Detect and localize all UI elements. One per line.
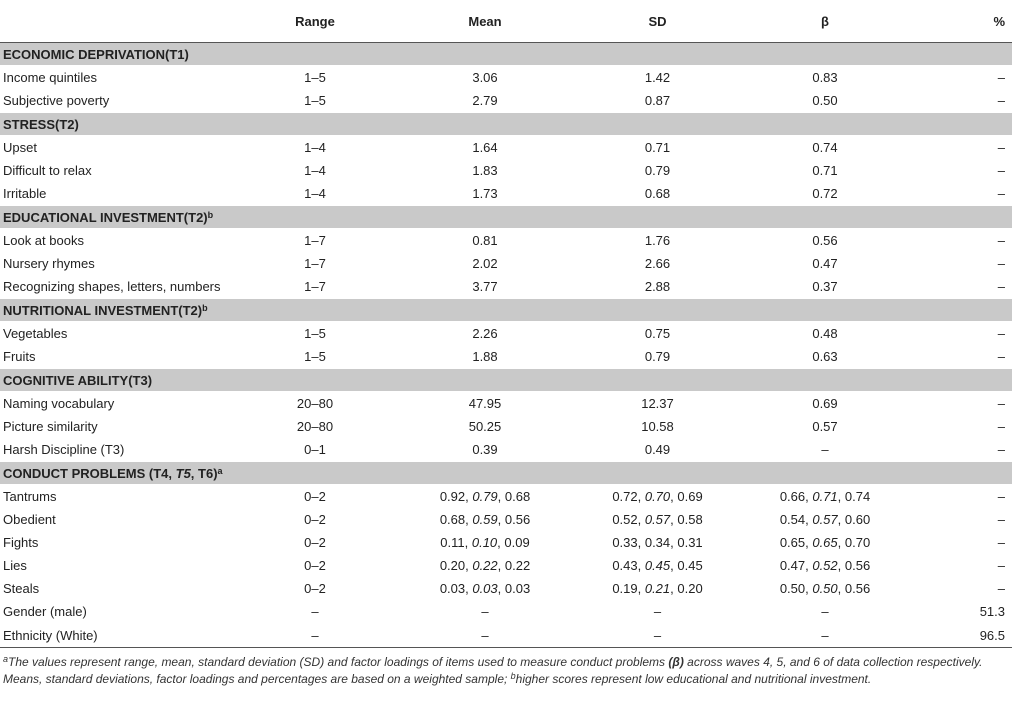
- beta-value-part: 0.52: [812, 558, 838, 573]
- beta-cell: [735, 66, 915, 90]
- beta-value-part: 0.50: [812, 581, 838, 596]
- sd-value-part: 0.70: [644, 489, 671, 504]
- beta-value-part: 0.50: [812, 93, 838, 108]
- mean-value-part: 0.39: [472, 442, 498, 457]
- mean-cell: [390, 275, 580, 299]
- sd-value-part: 0.57: [644, 512, 671, 527]
- mean-value-part: 0.03: [472, 581, 498, 596]
- beta-cell: [735, 275, 915, 299]
- beta-value-part: 0.71: [812, 489, 838, 504]
- range-cell: 1–7: [304, 233, 326, 248]
- table-row: [0, 275, 1012, 299]
- row-label: Gender (male): [3, 604, 87, 619]
- beta-value-part: 0.65: [812, 535, 838, 550]
- beta-value-part: 0.74: [812, 140, 838, 155]
- sd-cell: [580, 159, 735, 182]
- range-cell: 1–5: [304, 349, 326, 364]
- header-empty: [0, 0, 240, 43]
- mean-value-part: 2.26: [472, 326, 498, 341]
- section-header-row: [0, 206, 1012, 229]
- range-cell: 20–80: [296, 419, 334, 434]
- section-title-italic: T5: [175, 465, 191, 481]
- sd-cell: [580, 182, 735, 206]
- mean-cell: [390, 322, 580, 346]
- range-cell: 1–5: [304, 70, 326, 85]
- sd-value-part: 0.71: [644, 140, 671, 155]
- footnote-beta-ref: (β): [668, 655, 684, 669]
- mean-value-part: 3.77: [472, 279, 498, 294]
- sd-value-part: 0.45: [644, 558, 671, 573]
- sd-value-part: 0.52,: [612, 512, 645, 527]
- percent-cell: –: [997, 186, 1005, 201]
- sd-value-part: –: [653, 604, 662, 619]
- beta-cell: [735, 322, 915, 346]
- percent-cell: –: [997, 396, 1005, 411]
- table-row: [0, 392, 1012, 416]
- row-label: Income quintiles: [3, 70, 97, 85]
- row-label: Tantrums: [3, 489, 57, 504]
- section-header-row: [0, 369, 1012, 392]
- beta-value-part: 0.47: [812, 256, 838, 271]
- mean-cell: [390, 508, 580, 531]
- sd-value-part: 2.66: [644, 256, 671, 271]
- section-title-text: EDUCATIONAL INVESTMENT(T2): [3, 209, 208, 225]
- mean-cell: [390, 485, 580, 509]
- row-label: Upset: [3, 140, 37, 155]
- beta-value-part: , 0.60: [837, 512, 871, 527]
- table-row: [0, 182, 1012, 206]
- sd-cell: [580, 345, 735, 369]
- range-cell: 0–1: [304, 442, 326, 457]
- section-title: [0, 462, 1012, 485]
- beta-cell: [735, 345, 915, 369]
- table-row: [0, 438, 1012, 462]
- sd-value-part: , 0.69: [670, 489, 703, 504]
- range-cell: 20–80: [296, 396, 334, 411]
- section-header-row: [0, 299, 1012, 322]
- beta-cell: [735, 89, 915, 113]
- mean-value-part: 1.88: [472, 349, 498, 364]
- section-title-end: , T6): [190, 465, 218, 481]
- table-row: [0, 415, 1012, 438]
- mean-cell: [390, 392, 580, 416]
- mean-cell: [390, 136, 580, 160]
- section-header-row: [0, 462, 1012, 485]
- sd-cell: [580, 392, 735, 416]
- mean-cell: [390, 415, 580, 438]
- sd-value-part: 1.76: [644, 233, 671, 248]
- table-row: [0, 531, 1012, 554]
- beta-value-part: 0.50,: [779, 581, 813, 596]
- beta-value-part: –: [821, 627, 829, 643]
- range-cell: 1–5: [304, 93, 326, 108]
- range-cell: 1–7: [304, 256, 326, 271]
- beta-cell: [735, 600, 915, 623]
- table-body: [0, 43, 1012, 648]
- row-label: Fights: [3, 535, 39, 550]
- table-row: [0, 159, 1012, 182]
- mean-value-part: 0.22: [472, 558, 498, 573]
- sd-value-part: 0.21: [644, 581, 671, 596]
- table-row: [0, 322, 1012, 346]
- sd-value-part: 0.68: [644, 186, 671, 201]
- section-title-text: ECONOMIC DEPRIVATION(T1): [3, 46, 189, 62]
- mean-cell: [390, 554, 580, 577]
- section-header-row: [0, 43, 1012, 66]
- mean-cell: [390, 438, 580, 462]
- beta-cell: [735, 577, 915, 600]
- beta-value-part: 0.83: [812, 70, 838, 85]
- row-label: Difficult to relax: [3, 163, 92, 178]
- mean-cell: [390, 600, 580, 623]
- beta-value-part: –: [821, 604, 829, 619]
- beta-cell: [735, 182, 915, 206]
- row-label: Irritable: [3, 186, 47, 201]
- mean-cell: [390, 623, 580, 648]
- sd-value-part: 0.33, 0.34, 0.31: [612, 535, 703, 550]
- percent-cell: –: [997, 326, 1005, 341]
- sd-cell: [580, 66, 735, 90]
- sd-cell: [580, 577, 735, 600]
- sd-value-part: , 0.45: [670, 558, 703, 573]
- mean-value-part: , 0.03: [497, 581, 531, 596]
- section-title: [0, 369, 1012, 392]
- percent-cell: –: [997, 535, 1005, 550]
- beta-value-part: 0.65,: [779, 535, 813, 550]
- percent-cell: –: [997, 419, 1005, 434]
- row-label: Ethnicity (White): [0, 623, 240, 648]
- section-title-text: COGNITIVE ABILITY(T3): [3, 372, 153, 388]
- mean-value-part: 47.95: [468, 396, 502, 411]
- beta-value-part: 0.57: [812, 512, 838, 527]
- mean-value-part: 1.73: [472, 186, 498, 201]
- header-range: Range: [240, 0, 390, 43]
- mean-value-part: 0.59: [472, 512, 498, 527]
- table-row: [0, 229, 1012, 253]
- sd-cell: [580, 415, 735, 438]
- percent-cell: –: [997, 442, 1005, 457]
- table-row: [0, 508, 1012, 531]
- row-label: Nursery rhymes: [3, 256, 95, 271]
- percent-cell: –: [997, 279, 1005, 294]
- beta-value-part: 0.48: [812, 326, 838, 341]
- range-cell: 1–4: [304, 163, 326, 178]
- mean-cell: [390, 66, 580, 90]
- beta-cell: [735, 415, 915, 438]
- table-row: [0, 252, 1012, 275]
- range-cell: 1–4: [304, 140, 326, 155]
- row-label: Vegetables: [3, 326, 68, 341]
- section-title-text: NUTRITIONAL INVESTMENT(T2): [3, 302, 203, 318]
- beta-value-part: 0.37: [812, 279, 838, 294]
- beta-value-part: , 0.56: [837, 581, 871, 596]
- beta-value-part: 0.56: [812, 233, 838, 248]
- row-label: Lies: [3, 558, 27, 573]
- table-row: [0, 66, 1012, 90]
- mean-value-part: 2.79: [472, 93, 498, 108]
- footnote-text-3: Means, standard deviations, factor loadings and percentages are based on a weighted sample;: [3, 672, 511, 686]
- beta-value-part: , 0.74: [837, 489, 871, 504]
- sd-value-part: 12.37: [641, 396, 674, 411]
- range-cell: 0–2: [304, 512, 326, 527]
- sd-value-part: 10.58: [641, 419, 674, 434]
- row-label: Harsh Discipline (T3): [3, 442, 125, 457]
- sd-cell: [580, 508, 735, 531]
- sd-value-part: 0.87: [644, 93, 671, 108]
- percent-cell: –: [997, 349, 1005, 364]
- sd-cell: [580, 438, 735, 462]
- percent-cell: –: [997, 512, 1005, 527]
- table-row: [0, 136, 1012, 160]
- beta-value-part: 0.72: [812, 186, 838, 201]
- header-mean: Mean: [390, 0, 580, 43]
- beta-value-part: 0.66,: [779, 489, 813, 504]
- mean-value-part: 0.92,: [439, 489, 473, 504]
- percent-cell: –: [997, 489, 1005, 504]
- percent-cell: –: [997, 70, 1005, 85]
- table-footnote: [0, 648, 1012, 688]
- sd-cell: [580, 252, 735, 275]
- sd-value-part: 0.49: [644, 442, 671, 457]
- sd-cell: [580, 275, 735, 299]
- mean-cell: [390, 577, 580, 600]
- sd-value-part: , 0.20: [670, 581, 703, 596]
- percent-cell: 51.3: [979, 604, 1005, 619]
- sd-cell: [580, 89, 735, 113]
- percent-cell: –: [997, 163, 1005, 178]
- sd-cell: [580, 623, 735, 648]
- footnote-sup-b: b: [510, 671, 516, 681]
- mean-cell: [390, 345, 580, 369]
- mean-value-part: 3.06: [472, 70, 498, 85]
- row-label: Recognizing shapes, letters, numbers: [3, 279, 221, 294]
- footnote-sup-a: a: [3, 654, 9, 664]
- table-row: [0, 554, 1012, 577]
- section-title-text: STRESS(T2): [3, 116, 79, 132]
- mean-value-part: 2.02: [472, 256, 498, 271]
- percent-cell: –: [997, 93, 1005, 108]
- row-label: Naming vocabulary: [3, 396, 115, 411]
- header-beta: β: [735, 0, 915, 43]
- beta-value-part: , 0.70: [837, 535, 871, 550]
- percent-cell: –: [997, 233, 1005, 248]
- mean-value-part: 1.83: [472, 163, 498, 178]
- mean-value-part: 0.68,: [439, 512, 473, 527]
- row-label: Subjective poverty: [3, 93, 110, 108]
- mean-cell: [390, 182, 580, 206]
- sd-cell: [580, 531, 735, 554]
- sd-cell: [580, 229, 735, 253]
- row-label: Obedient: [3, 512, 56, 527]
- mean-value-part: 0.20,: [439, 558, 473, 573]
- section-title: [0, 299, 1012, 322]
- footnote-text-4: higher scores represent low educational and nutritional investment.: [515, 672, 872, 686]
- beta-value-part: 0.47,: [779, 558, 813, 573]
- beta-cell: [735, 392, 915, 416]
- mean-value-part: , 0.56: [497, 512, 531, 527]
- range-cell: –: [311, 604, 319, 619]
- section-title: [0, 206, 1012, 229]
- sd-value-part: 0.43,: [612, 558, 645, 573]
- beta-cell: [735, 508, 915, 531]
- range-cell: 1–5: [304, 326, 326, 341]
- mean-cell: [390, 531, 580, 554]
- table-row: [0, 345, 1012, 369]
- percent-cell: 96.5: [915, 623, 1012, 648]
- mean-value-part: –: [481, 627, 489, 643]
- sd-value-part: 0.79: [644, 349, 671, 364]
- mean-value-part: 0.10: [471, 535, 498, 550]
- sd-value-part: , 0.58: [670, 512, 703, 527]
- mean-value-part: 0.11,: [440, 535, 472, 550]
- percent-cell: –: [997, 558, 1005, 573]
- sd-cell: [580, 554, 735, 577]
- beta-value-part: 0.57: [812, 419, 838, 434]
- mean-cell: [390, 229, 580, 253]
- section-title-sup: b: [202, 302, 208, 313]
- table-row: [0, 577, 1012, 600]
- row-label: Fruits: [3, 349, 36, 364]
- beta-cell: [735, 438, 915, 462]
- range-cell: 0–2: [304, 489, 326, 504]
- mean-value-part: , 0.68: [497, 489, 531, 504]
- mean-value-part: 0.81: [472, 233, 498, 248]
- beta-cell: [735, 531, 915, 554]
- sd-value-part: 0.75: [644, 326, 671, 341]
- beta-cell: [735, 229, 915, 253]
- sd-value-part: 1.42: [644, 70, 671, 85]
- section-title-sup: a: [217, 465, 223, 476]
- header-percent: %: [915, 0, 1012, 43]
- beta-cell: [735, 136, 915, 160]
- mean-value-part: 50.25: [468, 419, 502, 434]
- beta-cell: [735, 554, 915, 577]
- row-label: Steals: [3, 581, 40, 596]
- range-cell: 0–2: [304, 558, 326, 573]
- mean-value-part: , 0.09: [497, 535, 530, 550]
- table-row: [0, 623, 1012, 648]
- mean-cell: [390, 252, 580, 275]
- mean-cell: [390, 159, 580, 182]
- table-row: [0, 485, 1012, 509]
- beta-value-part: 0.54,: [779, 512, 813, 527]
- percent-cell: –: [997, 256, 1005, 271]
- sd-value-part: 0.19,: [612, 581, 645, 596]
- beta-cell: [735, 159, 915, 182]
- mean-value-part: , 0.22: [497, 558, 531, 573]
- beta-value-part: 0.71: [812, 163, 838, 178]
- beta-value-part: , 0.56: [837, 558, 871, 573]
- section-title-text: CONDUCT PROBLEMS (T4,: [3, 465, 176, 481]
- row-label: Look at books: [3, 233, 84, 248]
- sd-cell: [580, 136, 735, 160]
- sd-cell: [580, 600, 735, 623]
- row-label: Picture similarity: [3, 419, 98, 434]
- sd-value-part: 0.79: [644, 163, 671, 178]
- range-cell: 0–2: [304, 535, 326, 550]
- footnote-text-1: The values represent range, mean, standard deviation (SD) and factor loadings of items used to measure conduct problems: [8, 655, 669, 669]
- sd-cell: [580, 485, 735, 509]
- range-cell: –: [240, 623, 390, 648]
- range-cell: 1–4: [304, 186, 326, 201]
- beta-value-part: 0.63: [812, 349, 838, 364]
- beta-cell: [735, 485, 915, 509]
- header-row: [0, 0, 1012, 43]
- beta-cell: [735, 252, 915, 275]
- mean-value-part: 0.03,: [439, 581, 473, 596]
- sd-cell: [580, 322, 735, 346]
- mean-cell: [390, 89, 580, 113]
- sd-value-part: –: [653, 627, 662, 643]
- range-cell: 1–7: [304, 279, 326, 294]
- table-row: [0, 89, 1012, 113]
- section-title-sup: b: [207, 209, 214, 220]
- footnote-text-2: across waves 4, 5, and 6 of data collection respectively.: [683, 655, 983, 669]
- section-header-row: [0, 113, 1012, 136]
- mean-value-part: –: [481, 604, 489, 619]
- mean-value-part: 0.79: [472, 489, 498, 504]
- sd-value-part: 0.72,: [612, 489, 645, 504]
- percent-cell: –: [997, 581, 1005, 596]
- mean-value-part: 1.64: [472, 140, 498, 155]
- range-cell: 0–2: [304, 581, 326, 596]
- beta-cell: [735, 623, 915, 648]
- section-title: [0, 43, 1012, 66]
- section-title: [0, 113, 1012, 136]
- header-sd: SD: [580, 0, 735, 43]
- beta-value-part: –: [821, 442, 829, 457]
- beta-value-part: 0.69: [812, 396, 838, 411]
- percent-cell: –: [997, 140, 1005, 155]
- table-row: [0, 600, 1012, 623]
- sd-value-part: 2.88: [644, 279, 671, 294]
